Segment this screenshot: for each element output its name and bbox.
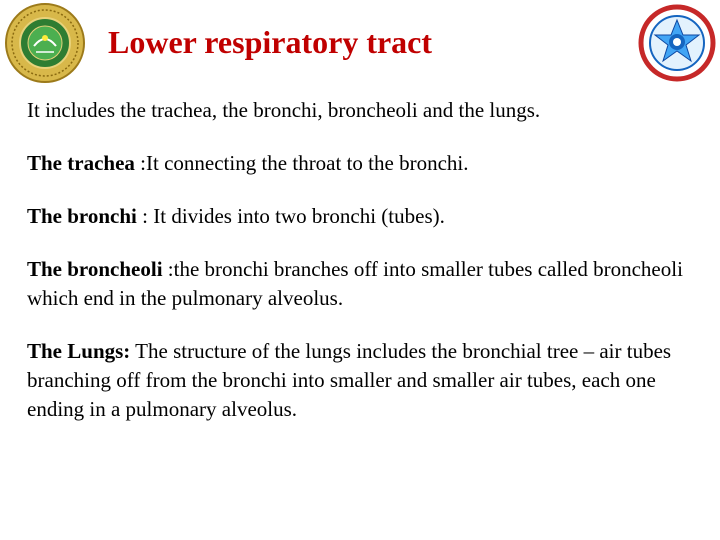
paragraph-trachea <box>27 149 699 178</box>
term-lungs: The Lungs: <box>27 339 131 363</box>
definition-bronchi: : It divides into two bronchi (tubes). <box>136 204 445 228</box>
paragraph-lungs <box>27 337 699 424</box>
university-seal-icon <box>4 2 86 84</box>
paragraph-intro <box>27 96 699 125</box>
definition-broncheoli: :the bronchi branches off into smaller tubes called broncheoli which end in the pulmonary alveolus. <box>27 257 683 310</box>
definition-lungs: The structure of the lungs includes the bronchial tree – air tubes branching off from the bronchi into smaller and smaller air tubes, each one ending in a pulmonary alveolus. <box>27 339 672 421</box>
definition-trachea: :It connecting the throat to the bronchi. <box>134 151 469 175</box>
term-trachea: The trachea <box>27 151 135 175</box>
slide-title: Lower respiratory tract <box>108 24 433 60</box>
paragraph-broncheoli <box>27 255 699 313</box>
term-bronchi: The bronchi <box>27 204 137 228</box>
college-emblem-icon <box>636 4 718 82</box>
term-broncheoli: The broncheoli <box>27 257 163 281</box>
definition: It includes the trachea, the bronchi, broncheoli and the lungs. <box>27 98 541 122</box>
paragraph-bronchi <box>27 202 699 231</box>
slide-body <box>27 96 699 448</box>
